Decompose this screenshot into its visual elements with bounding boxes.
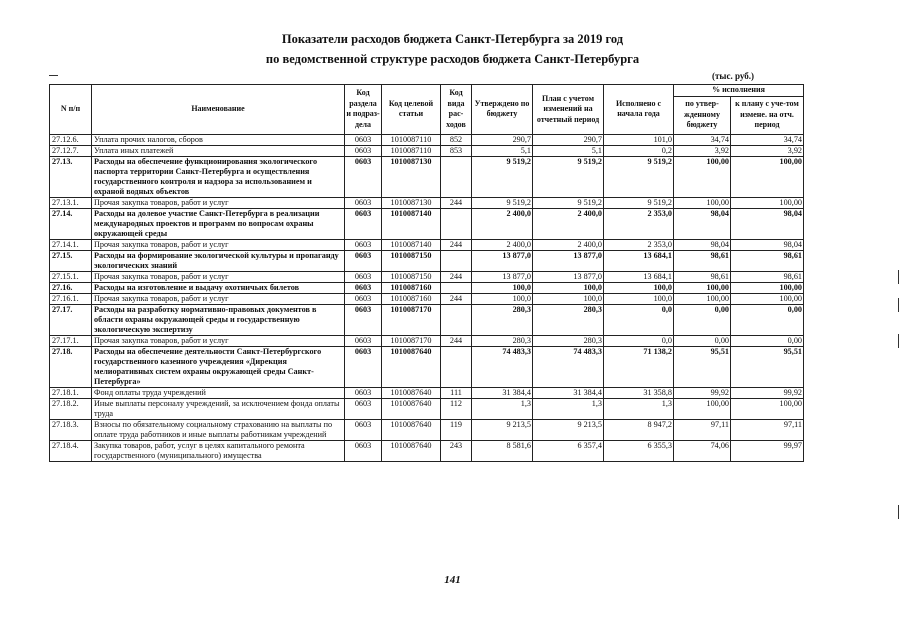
row-pct-approved: 0,00 — [674, 304, 731, 335]
row-executed: 2 353,0 — [604, 239, 674, 250]
table-row — [50, 304, 804, 335]
row-approved: 13 877,0 — [472, 271, 533, 282]
table-row — [50, 239, 804, 250]
row-type-code — [441, 156, 472, 197]
row-name: Расходы на изготовление и выдачу охотничьих билетов — [92, 282, 345, 293]
row-pct-approved: 98,04 — [674, 208, 731, 239]
header-executed: Исполнено с начала года — [604, 85, 674, 135]
row-pct-approved: 100,00 — [674, 156, 731, 197]
row-number: 27.17.1. — [50, 335, 92, 346]
row-section-code: 0603 — [345, 271, 382, 282]
row-pct-plan: 34,74 — [731, 134, 804, 145]
row-name: Расходы на обеспечение деятельности Санкт-Петербургского государственного казенного учреждения «Дирекция мелиоративных систем охраны окружающей среды Санкт-Петербурга» — [92, 346, 345, 387]
scan-edge-mark — [898, 298, 899, 312]
row-number: 27.12.6. — [50, 134, 92, 145]
row-section-code: 0603 — [345, 134, 382, 145]
table-row — [50, 293, 804, 304]
row-pct-plan: 3,92 — [731, 145, 804, 156]
row-target-code: 1010087160 — [382, 293, 441, 304]
row-name: Прочая закупка товаров, работ и услуг — [92, 197, 345, 208]
row-section-code: 0603 — [345, 419, 382, 440]
row-executed: 71 138,2 — [604, 346, 674, 387]
row-name: Прочая закупка товаров, работ и услуг — [92, 239, 345, 250]
row-target-code: 1010087640 — [382, 346, 441, 387]
row-pct-plan: 100,00 — [731, 398, 804, 419]
page-number: 141 — [444, 574, 461, 586]
table-row — [50, 208, 804, 239]
row-name: Расходы на обеспечение функционирования экологического паспорта территории Санкт-Петербурга и осуществления государственного контроля и надзора за использованием и охраной водных объектов — [92, 156, 345, 197]
row-target-code: 1010087110 — [382, 134, 441, 145]
row-target-code: 1010087150 — [382, 250, 441, 271]
row-number: 27.15.1. — [50, 271, 92, 282]
row-target-code: 1010087150 — [382, 271, 441, 282]
row-approved: 2 400,0 — [472, 208, 533, 239]
row-target-code: 1010087110 — [382, 145, 441, 156]
row-section-code: 0603 — [345, 387, 382, 398]
row-type-code: 853 — [441, 145, 472, 156]
row-plan: 9 213,5 — [533, 419, 604, 440]
row-plan: 2 400,0 — [533, 208, 604, 239]
row-target-code: 1010087640 — [382, 440, 441, 461]
row-plan: 9 519,2 — [533, 197, 604, 208]
row-type-code: 244 — [441, 239, 472, 250]
scan-edge-mark — [898, 270, 899, 284]
report-subtitle: по ведомственной структуре расходов бюджета Санкт-Петербурга — [265, 52, 640, 66]
row-pct-plan: 98,61 — [731, 271, 804, 282]
row-section-code: 0603 — [345, 293, 382, 304]
row-executed: 31 358,8 — [604, 387, 674, 398]
row-target-code: 1010087640 — [382, 398, 441, 419]
row-pct-plan: 99,97 — [731, 440, 804, 461]
row-section-code: 0603 — [345, 282, 382, 293]
header-type: Код вида рас-ходов — [441, 85, 472, 135]
row-type-code — [441, 282, 472, 293]
row-pct-approved: 98,04 — [674, 239, 731, 250]
row-approved: 8 581,6 — [472, 440, 533, 461]
row-type-code — [441, 346, 472, 387]
row-approved: 13 877,0 — [472, 250, 533, 271]
row-approved: 100,0 — [472, 293, 533, 304]
scan-mark — [49, 75, 58, 76]
row-plan: 13 877,0 — [533, 250, 604, 271]
row-name: Прочая закупка товаров, работ и услуг — [92, 271, 345, 282]
report-title: Показатели расходов бюджета Санкт-Петербурга за 2019 год — [281, 32, 624, 46]
row-pct-approved: 74,06 — [674, 440, 731, 461]
row-executed: 8 947,2 — [604, 419, 674, 440]
row-pct-plan: 100,00 — [731, 156, 804, 197]
row-target-code: 1010087640 — [382, 419, 441, 440]
row-type-code — [441, 304, 472, 335]
row-approved: 74 483,3 — [472, 346, 533, 387]
row-pct-approved: 3,92 — [674, 145, 731, 156]
row-pct-approved: 98,61 — [674, 250, 731, 271]
row-executed: 9 519,2 — [604, 156, 674, 197]
row-plan: 31 384,4 — [533, 387, 604, 398]
row-approved: 31 384,4 — [472, 387, 533, 398]
row-type-code: 111 — [441, 387, 472, 398]
row-plan: 74 483,3 — [533, 346, 604, 387]
row-section-code: 0603 — [345, 304, 382, 335]
table-row — [50, 440, 804, 461]
row-pct-plan: 100,00 — [731, 197, 804, 208]
budget-table — [49, 84, 804, 462]
table-row — [50, 145, 804, 156]
row-number: 27.14. — [50, 208, 92, 239]
row-name: Взносы по обязательному социальному страхованию на выплаты по оплате труда работников и иные выплаты работникам учреждений — [92, 419, 345, 440]
row-executed: 100,0 — [604, 282, 674, 293]
row-type-code: 243 — [441, 440, 472, 461]
header-num: N п/п — [50, 85, 92, 135]
scan-edge-mark — [898, 505, 899, 519]
header-approved: Утверждено по бюджету — [472, 85, 533, 135]
row-name: Расходы на долевое участие Санкт-Петербурга в реализации международных проектов и программ по вопросам охраны окружающей среды — [92, 208, 345, 239]
row-pct-plan: 98,61 — [731, 250, 804, 271]
header-pct-plan: к плану с уче-том измене. на отч. период — [731, 96, 804, 134]
row-number: 27.16.1. — [50, 293, 92, 304]
row-plan: 13 877,0 — [533, 271, 604, 282]
units-label: (тыс. руб.) — [712, 71, 754, 81]
table-row — [50, 335, 804, 346]
header-target: Код целевой статьи — [382, 85, 441, 135]
row-number: 27.18.3. — [50, 419, 92, 440]
row-plan: 6 357,4 — [533, 440, 604, 461]
row-pct-plan: 95,51 — [731, 346, 804, 387]
row-number: 27.18.2. — [50, 398, 92, 419]
table-row — [50, 197, 804, 208]
row-approved: 9 519,2 — [472, 197, 533, 208]
row-name: Закупка товаров, работ, услуг в целях капитального ремонта государственного (муниципального) имущества — [92, 440, 345, 461]
row-number: 27.14.1. — [50, 239, 92, 250]
row-approved: 1,3 — [472, 398, 533, 419]
row-pct-plan: 98,04 — [731, 239, 804, 250]
row-type-code — [441, 208, 472, 239]
table-row — [50, 398, 804, 419]
row-name: Фонд оплаты труда учреждений — [92, 387, 345, 398]
table-row — [50, 156, 804, 197]
row-type-code: 244 — [441, 271, 472, 282]
row-number: 27.15. — [50, 250, 92, 271]
row-section-code: 0603 — [345, 250, 382, 271]
row-executed: 101,0 — [604, 134, 674, 145]
row-number: 27.18. — [50, 346, 92, 387]
row-approved: 9 213,5 — [472, 419, 533, 440]
row-pct-approved: 0,00 — [674, 335, 731, 346]
row-approved: 5,1 — [472, 145, 533, 156]
row-number: 27.13.1. — [50, 197, 92, 208]
table-row — [50, 282, 804, 293]
row-executed: 0,0 — [604, 304, 674, 335]
row-plan: 5,1 — [533, 145, 604, 156]
header-plan: План с учетом изменений на отчетный период — [533, 85, 604, 135]
row-pct-plan: 0,00 — [731, 304, 804, 335]
header-pct-group: % исполнения — [674, 85, 804, 97]
row-plan: 100,0 — [533, 293, 604, 304]
header-name: Наименование — [92, 85, 345, 135]
row-target-code: 1010087160 — [382, 282, 441, 293]
table-row — [50, 271, 804, 282]
row-approved: 100,0 — [472, 282, 533, 293]
table-row — [50, 419, 804, 440]
row-number: 27.16. — [50, 282, 92, 293]
table-row — [50, 387, 804, 398]
header-section: Код раздела и подраз-дела — [345, 85, 382, 135]
row-target-code: 1010087140 — [382, 208, 441, 239]
row-plan: 2 400,0 — [533, 239, 604, 250]
row-number: 27.18.1. — [50, 387, 92, 398]
row-executed: 13 684,1 — [604, 271, 674, 282]
row-approved: 280,3 — [472, 304, 533, 335]
row-type-code: 852 — [441, 134, 472, 145]
row-name: Прочая закупка товаров, работ и услуг — [92, 293, 345, 304]
row-section-code: 0603 — [345, 346, 382, 387]
row-name: Уплата иных платежей — [92, 145, 345, 156]
row-pct-approved: 100,00 — [674, 398, 731, 419]
row-pct-approved: 100,00 — [674, 293, 731, 304]
row-type-code: 119 — [441, 419, 472, 440]
row-pct-plan: 100,00 — [731, 282, 804, 293]
row-name: Расходы на разработку нормативно-правовых документов в области охраны окружающей среды и государственную экологическую экспертизу — [92, 304, 345, 335]
row-approved: 9 519,2 — [472, 156, 533, 197]
row-number: 27.17. — [50, 304, 92, 335]
row-section-code: 0603 — [345, 335, 382, 346]
row-name: Расходы на формирование экологической культуры и пропаганду экологических знаний — [92, 250, 345, 271]
row-type-code: 112 — [441, 398, 472, 419]
row-section-code: 0603 — [345, 145, 382, 156]
header-pct-approved: по утвер-жденному бюджету — [674, 96, 731, 134]
row-executed: 0,2 — [604, 145, 674, 156]
row-approved: 290,7 — [472, 134, 533, 145]
row-pct-plan: 100,00 — [731, 293, 804, 304]
row-plan: 280,3 — [533, 335, 604, 346]
row-pct-plan: 99,92 — [731, 387, 804, 398]
row-plan: 280,3 — [533, 304, 604, 335]
row-pct-approved: 95,51 — [674, 346, 731, 387]
table-row — [50, 346, 804, 387]
row-executed: 6 355,3 — [604, 440, 674, 461]
row-section-code: 0603 — [345, 398, 382, 419]
row-executed: 9 519,2 — [604, 197, 674, 208]
row-plan: 290,7 — [533, 134, 604, 145]
row-pct-approved: 99,92 — [674, 387, 731, 398]
row-target-code: 1010087130 — [382, 197, 441, 208]
row-target-code: 1010087170 — [382, 304, 441, 335]
row-target-code: 1010087130 — [382, 156, 441, 197]
row-type-code: 244 — [441, 335, 472, 346]
row-pct-approved: 34,74 — [674, 134, 731, 145]
row-name: Иные выплаты персоналу учреждений, за исключением фонда оплаты труда — [92, 398, 345, 419]
row-number: 27.13. — [50, 156, 92, 197]
row-type-code: 244 — [441, 293, 472, 304]
table-row — [50, 134, 804, 145]
table-body — [50, 134, 804, 461]
table-row — [50, 250, 804, 271]
row-plan: 100,0 — [533, 282, 604, 293]
row-number: 27.12.7. — [50, 145, 92, 156]
row-type-code: 244 — [441, 197, 472, 208]
scan-edge-mark — [898, 334, 899, 348]
row-executed: 0,0 — [604, 335, 674, 346]
row-target-code: 1010087170 — [382, 335, 441, 346]
row-name: Уплата прочих налогов, сборов — [92, 134, 345, 145]
row-executed: 2 353,0 — [604, 208, 674, 239]
row-executed: 100,0 — [604, 293, 674, 304]
row-target-code: 1010087640 — [382, 387, 441, 398]
row-executed: 1,3 — [604, 398, 674, 419]
row-target-code: 1010087140 — [382, 239, 441, 250]
row-plan: 9 519,2 — [533, 156, 604, 197]
row-pct-plan: 0,00 — [731, 335, 804, 346]
row-pct-approved: 100,00 — [674, 197, 731, 208]
row-plan: 1,3 — [533, 398, 604, 419]
row-number: 27.18.4. — [50, 440, 92, 461]
row-pct-plan: 98,04 — [731, 208, 804, 239]
row-pct-approved: 100,00 — [674, 282, 731, 293]
row-approved: 280,3 — [472, 335, 533, 346]
row-pct-approved: 97,11 — [674, 419, 731, 440]
row-section-code: 0603 — [345, 440, 382, 461]
row-section-code: 0603 — [345, 208, 382, 239]
row-pct-plan: 97,11 — [731, 419, 804, 440]
row-executed: 13 684,1 — [604, 250, 674, 271]
row-name: Прочая закупка товаров, работ и услуг — [92, 335, 345, 346]
row-section-code: 0603 — [345, 239, 382, 250]
row-section-code: 0603 — [345, 197, 382, 208]
row-section-code: 0603 — [345, 156, 382, 197]
row-pct-approved: 98,61 — [674, 271, 731, 282]
row-approved: 2 400,0 — [472, 239, 533, 250]
row-type-code — [441, 250, 472, 271]
